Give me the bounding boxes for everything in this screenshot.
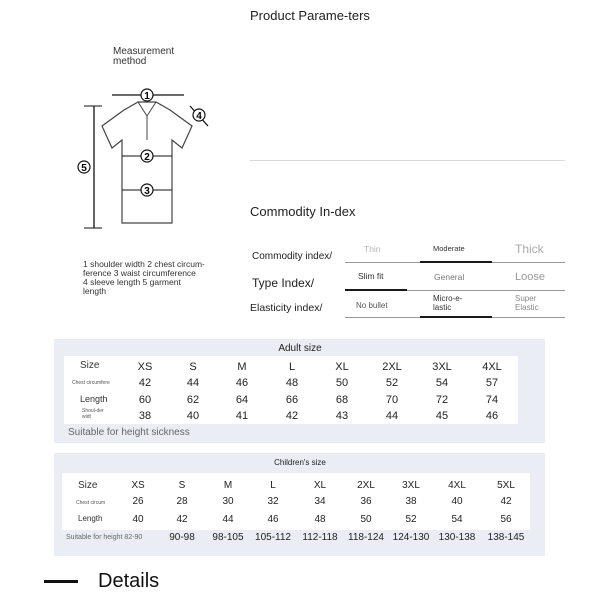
type-index-label: Type Index/ — [252, 276, 315, 290]
marker-1 — [141, 89, 153, 102]
children-size-col-header: XS — [131, 480, 145, 491]
option-general: General — [434, 272, 465, 282]
option-thin: Thin — [364, 244, 381, 254]
children-height-range: 124-130 — [392, 532, 430, 543]
option-super-elastic: Super Elastic — [515, 294, 539, 312]
adult-size-cell: 44 — [186, 377, 200, 389]
adult-size-col-header: 3XL — [432, 361, 452, 373]
adult-size-cell: 70 — [385, 394, 399, 406]
option-micro-elastic: Micro-e-lastic — [433, 294, 463, 312]
children-row-label-length: Length — [78, 514, 103, 523]
adult-size-cell: 43 — [335, 410, 349, 422]
children-size-cell: 56 — [500, 514, 512, 525]
option-loose: Loose — [515, 271, 545, 283]
adult-size-col-header: XS — [137, 361, 153, 373]
children-size-cell: 50 — [360, 514, 372, 525]
option-thick: Thick — [515, 242, 544, 256]
marker-1-text: 1 — [144, 91, 150, 102]
commodity-index-title: Commodity In-dex — [250, 204, 356, 219]
children-height-range: 105-112 — [255, 532, 291, 543]
adult-row-label-length: Length — [80, 394, 108, 404]
caption-line: 4 sleeve length 5 garment — [83, 277, 181, 287]
children-size-cell: 38 — [405, 496, 417, 507]
children-height-range: 138-145 — [487, 532, 525, 543]
adult-size-col-header: L — [288, 361, 296, 373]
children-size-col-header: 3XL — [402, 480, 420, 491]
children-size-col-header: XL — [313, 480, 327, 491]
adult-size-cell: 68 — [335, 394, 349, 406]
children-size-cell: 32 — [267, 496, 279, 507]
children-size-cell: 46 — [267, 514, 279, 525]
caption-line: ference 3 waist circumference — [83, 268, 196, 278]
adult-size-cell: 40 — [186, 410, 200, 422]
commodity-index-label: Commodity index/ — [252, 251, 333, 262]
adult-size-cell: 54 — [435, 377, 449, 389]
adult-size-col-header: 4XL — [482, 361, 502, 373]
shirt-measurement-diagram — [72, 78, 222, 258]
children-size-cell: 42 — [500, 496, 512, 507]
option-slim-fit: Slim fit — [358, 271, 384, 281]
adult-size-cell: 46 — [485, 410, 499, 422]
children-size-col-header: S — [178, 480, 186, 491]
adult-size-cell: 62 — [186, 394, 200, 406]
children-height-range: 98-105 — [212, 532, 244, 543]
children-size-cell: 34 — [314, 496, 326, 507]
children-size-col-header: 4XL — [448, 480, 466, 491]
measurement-caption — [83, 260, 223, 296]
details-label: Details — [98, 570, 160, 592]
adult-size-col-header: M — [237, 361, 247, 373]
caption-line: 1 shoulder width 2 chest circum- — [83, 259, 205, 269]
children-size-header-label: Size — [78, 480, 98, 491]
marker-2 — [141, 150, 153, 163]
adult-size-cell: 66 — [285, 394, 299, 406]
details-dash — [44, 580, 78, 583]
marker-2-text: 2 — [144, 152, 150, 163]
children-size-cell: 28 — [176, 496, 188, 507]
type-index-marker — [345, 289, 407, 291]
adult-size-col-header: S — [189, 361, 197, 373]
children-size-cell: 30 — [222, 496, 234, 507]
adult-size-cell: 72 — [435, 394, 449, 406]
adult-size-col-header: XL — [335, 361, 349, 373]
adult-size-cell: 41 — [235, 410, 249, 422]
adult-size-header-label: Size — [80, 360, 100, 371]
adult-size-cell: 38 — [138, 410, 152, 422]
adult-size-cell: 50 — [335, 377, 349, 389]
marker-5-text: 5 — [81, 163, 87, 174]
marker-5 — [78, 161, 90, 174]
children-row-label-chest: Chest circum — [76, 500, 106, 506]
children-height-range: 118-124 — [348, 532, 384, 543]
adult-size-cell: 42 — [138, 377, 152, 389]
adult-size-cell: 42 — [285, 410, 299, 422]
children-height-range: 130-138 — [438, 532, 476, 543]
adult-size-cell: 60 — [138, 394, 152, 406]
elasticity-index-label: Elasticity index/ — [250, 302, 323, 314]
children-size-col-header: M — [223, 480, 233, 491]
adult-size-cell: 45 — [435, 410, 449, 422]
option-moderate: Moderate — [433, 244, 465, 253]
product-parameters-title: Product Parame-ters — [250, 8, 370, 23]
adult-size-cell: 64 — [235, 394, 249, 406]
adult-size-cell: 52 — [385, 377, 399, 389]
elasticity-index-marker — [420, 316, 492, 318]
adult-size-col-header: 2XL — [382, 361, 402, 373]
children-size-title: Children's size — [274, 458, 326, 467]
divider — [250, 160, 565, 161]
adult-size-cell: 46 — [235, 377, 249, 389]
children-size-col-header: L — [270, 480, 276, 491]
children-size-col-header: 5XL — [497, 480, 515, 491]
measurement-method-label: Measurement method — [113, 46, 175, 67]
marker-4-text: 4 — [196, 111, 202, 122]
children-size-cell: 54 — [451, 514, 463, 525]
children-size-cell: 40 — [132, 514, 144, 525]
commodity-index-marker — [420, 261, 492, 263]
adult-row-label-shoulder: Shoul-der widt — [82, 408, 104, 420]
children-size-cell: 40 — [451, 496, 463, 507]
option-no-bullet: No bullet — [356, 301, 388, 310]
marker-3-text: 3 — [144, 186, 150, 197]
adult-size-cell: 57 — [485, 377, 499, 389]
marker-3 — [141, 184, 153, 197]
children-size-cell: 44 — [222, 514, 234, 525]
adult-size-title: Adult size — [278, 343, 322, 354]
children-footer-label: Suitable for height 82-90 — [66, 534, 143, 541]
adult-footer: Suitable for height sickness — [68, 427, 190, 438]
children-size-cell: 36 — [360, 496, 372, 507]
adult-size-cell: 44 — [385, 410, 399, 422]
children-size-cell: 26 — [132, 496, 144, 507]
adult-size-cell: 74 — [485, 394, 499, 406]
adult-size-cell: 48 — [285, 377, 299, 389]
children-height-range: 112-118 — [302, 532, 338, 543]
adult-row-label-chest: Chest circumfere — [72, 380, 110, 386]
caption-line: length — [83, 286, 107, 296]
children-size-cell: 52 — [405, 514, 417, 525]
children-size-col-header: 2XL — [357, 480, 375, 491]
children-size-cell: 42 — [176, 514, 188, 525]
marker-4 — [193, 109, 205, 122]
children-height-range: 90-98 — [169, 532, 195, 543]
children-size-cell: 48 — [314, 514, 326, 525]
